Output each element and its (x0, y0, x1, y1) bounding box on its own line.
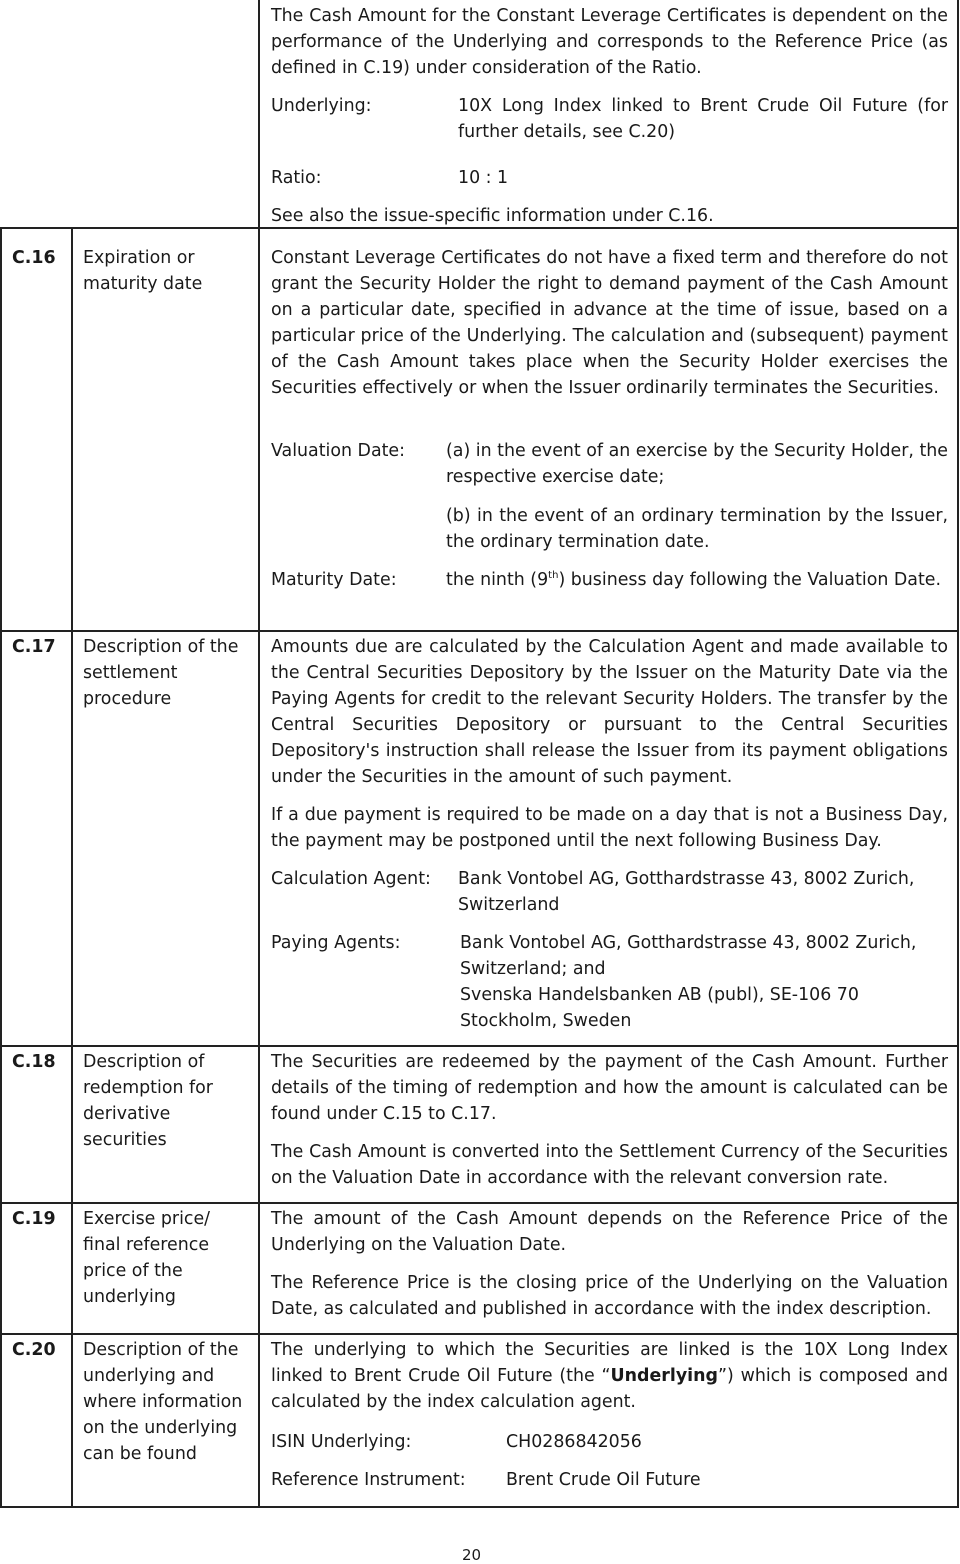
row-label-c17: Description of the settlement procedure (83, 637, 239, 709)
c20-text-post: ”) which is composed and calculated by the index calculation agent. (271, 1366, 948, 1412)
row-divider-c19 (0, 1202, 959, 1204)
row-label-c20: Description of the underlying and where information on the underlying can be found (83, 1340, 243, 1464)
maturity-date-text-post: ) business day following the Valuation Date. (558, 570, 942, 590)
ratio-label: Ratio: (271, 168, 322, 188)
c18-paragraph-1: The Securities are redeemed by the payment of the Cash Amount. Further details of the timing of redemption and how the amount is calculated can be found under C.15 to C.17. (271, 1052, 948, 1124)
paying-agents-value-2: Svenska Handelsbanken AB (publ), SE-106 70 Stockholm, Sweden (460, 985, 859, 1031)
row-divider-c17 (0, 630, 959, 632)
underlying-defined-term: Underlying (610, 1366, 718, 1386)
table-column-divider-1 (71, 227, 73, 1508)
c19-paragraph-1: The amount of the Cash Amount depends on the Reference Price of the Underlying on the Valuation Date. (271, 1209, 948, 1255)
ratio-value: 10 : 1 (458, 168, 509, 188)
c16-paragraph: Constant Leverage Certificates do not have a fixed term and therefore do not grant the Security Holder the right to demand payment of the Cash Amount on a particular date, specified in advance at the time of issue, based on a particular price of the Underlying. The calculation and (subsequent) payment of the Cash Amount takes place when the Security Holder exercises the Securities effectively or when the Issuer ordinarily terminates the Securities. (271, 248, 948, 398)
maturity-date-label: Maturity Date: (271, 570, 397, 590)
reference-instrument-value: Brent Crude Oil Future (506, 1470, 701, 1490)
row-number-c20: C.20 (12, 1340, 56, 1360)
c18-paragraph-2: The Cash Amount is converted into the Settlement Currency of the Securities on the Valuation Date in accordance with the relevant conversion rate. (271, 1142, 948, 1188)
row-divider-c18 (0, 1045, 959, 1047)
c20-paragraph (271, 1337, 948, 1415)
row-number-c18: C.18 (12, 1052, 56, 1072)
paying-agents-value-1: Bank Vontobel AG, Gotthardstrasse 43, 8002 Zurich, Switzerland; and (460, 933, 917, 979)
valuation-date-a: (a) in the event of an exercise by the Security Holder, the respective exercise date; (446, 441, 948, 487)
paying-agents-label: Paying Agents: (271, 933, 401, 953)
maturity-date-value (446, 567, 948, 593)
table-left-border (0, 227, 2, 1508)
maturity-date-superscript: th (548, 570, 559, 582)
c20-text-pre: The underlying to which the Securities are linked is the 10X Long Index linked to Brent Crude Oil Future (the “ (271, 1340, 948, 1386)
table-bottom-border (0, 1506, 959, 1508)
c17-paragraph-1: Amounts due are calculated by the Calculation Agent and made available to the Central Securities Depository by the Issuer on the Maturity Date via the Paying Agents for credit to the relevant Security Holders. The transfer by the Central Securities Depository or pursuant to the Central Securities Depository's instruction shall release the Issuer from its payment obligations under the Securities in the amount of such payment. (271, 637, 948, 787)
valuation-date-b: (b) in the event of an ordinary termination by the Issuer, the ordinary termination date. (446, 506, 948, 552)
reference-instrument-label: Reference Instrument: (271, 1470, 466, 1490)
row-number-c17: C.17 (12, 637, 56, 657)
c19-paragraph-2: The Reference Price is the closing price of the Underlying on the Valuation Date, as calculated and published in accordance with the index description. (271, 1273, 948, 1319)
underlying-value: 10X Long Index linked to Brent Crude Oil Future (for further details, see C.20) (458, 96, 948, 142)
row-divider-c20 (0, 1333, 959, 1335)
page-number: 20 (462, 1546, 482, 1564)
maturity-date-text-pre: the ninth (9 (446, 570, 549, 590)
intro-paragraph: The Cash Amount for the Constant Leverage Certificates is dependent on the performance of the Underlying and corresponds to the Reference Price (as defined in C.19) under consideration of the Ratio. (271, 6, 948, 78)
valuation-date-label: Valuation Date: (271, 441, 405, 461)
see-also-note: See also the issue-specific information under C.16. (271, 206, 714, 226)
row-number-c16: C.16 (12, 248, 56, 268)
calculation-agent-label: Calculation Agent: (271, 869, 431, 889)
isin-underlying-label: ISIN Underlying: (271, 1432, 412, 1452)
row-label-c19: Exercise price/ final reference price of the underlying (83, 1209, 211, 1307)
isin-underlying-value: CH0286842056 (506, 1432, 642, 1452)
row-label-c16: Expiration or maturity date (83, 248, 203, 294)
row-number-c19: C.19 (12, 1209, 56, 1229)
row-label-c18: Description of redemption for derivative securities (83, 1052, 213, 1150)
c17-paragraph-2: If a due payment is required to be made on a day that is not a Business Day, the payment may be postponed until the next following Business Day. (271, 805, 948, 851)
calculation-agent-value: Bank Vontobel AG, Gotthardstrasse 43, 8002 Zurich, Switzerland (458, 869, 915, 915)
underlying-label: Underlying: (271, 96, 372, 116)
